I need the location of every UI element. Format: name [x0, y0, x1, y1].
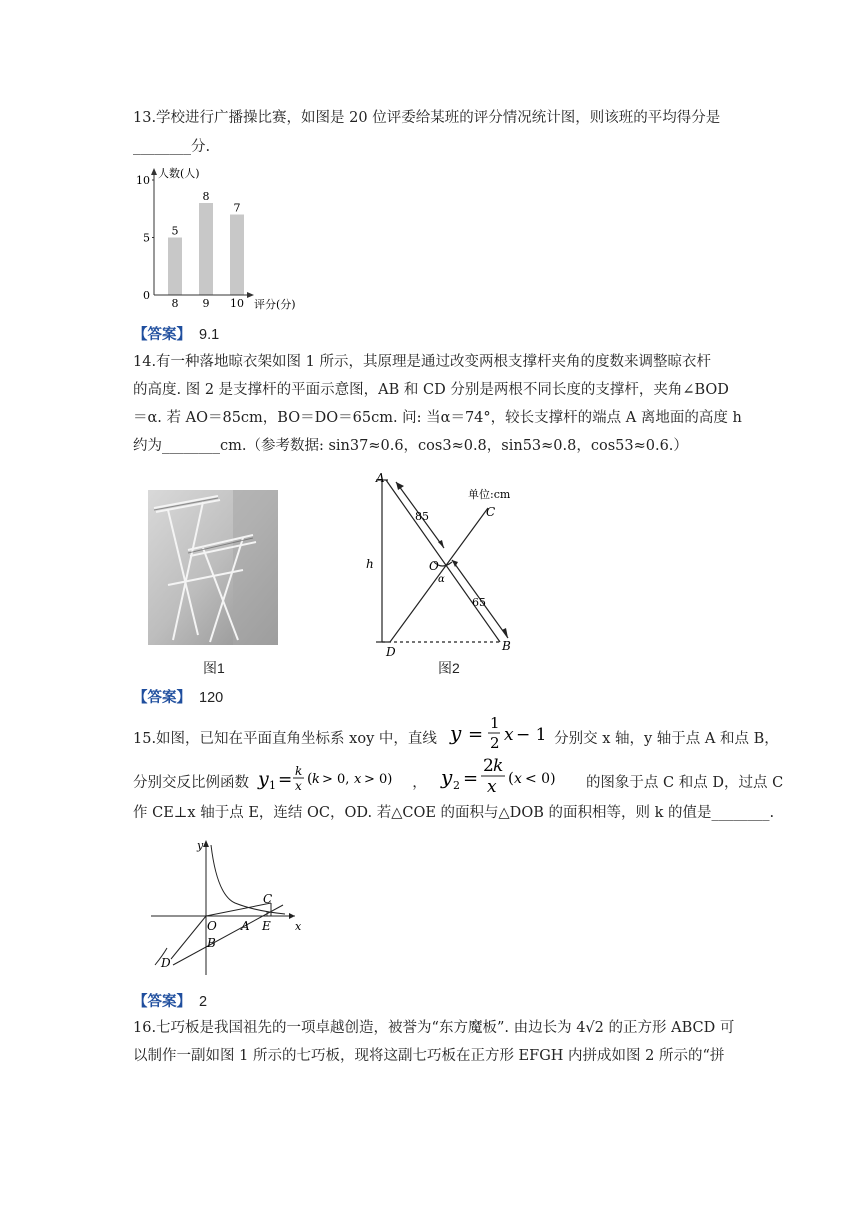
label-E: E: [262, 919, 271, 933]
x-tick-label: 9: [202, 297, 210, 310]
label-85: 85: [415, 510, 429, 523]
q16-text-line1: 16.七巧板是我国祖先的一项卓越创造，被誉为“东方魔板”. 由边长为 4√2 的正方形 ABCD 可: [133, 1020, 735, 1036]
svg-text:x: x: [514, 771, 523, 787]
q15-coordinate-figure: [145, 835, 310, 975]
x-tick-label: 10: [230, 297, 244, 310]
bar-8: [168, 238, 182, 296]
svg-text:k: k: [493, 756, 504, 776]
bar-9: [199, 203, 213, 295]
support-rod-schematic: [360, 470, 540, 660]
q14-text-line3: ＝α. 若 AO＝85cm，BO＝DO＝65cm. 问: 当α＝74°，较长支撑杆的端点 A 离地面的高度 h: [133, 410, 742, 426]
q13-bar-chart: [130, 165, 320, 313]
label-h: h: [366, 557, 374, 571]
svg-text:> 0): > 0): [363, 772, 392, 787]
svg-text:(: (: [306, 771, 313, 787]
answer-value: 120: [199, 690, 224, 706]
label-y: y: [197, 839, 204, 852]
x-axis-arrow: [247, 292, 254, 298]
data-label: 8: [202, 190, 210, 203]
svg-text:> 0,: > 0,: [321, 772, 350, 787]
q13-text-line1: 13.学校进行广播操比赛，如图是 20 位评委给某班的评分情况统计图，则该班的平均得分是: [133, 110, 721, 126]
answer-tag: 【答案】: [133, 689, 191, 706]
q15-line1-a: 15.如图，已知在平面直角坐标系 xoy 中，直线: [133, 731, 437, 747]
y-axis-label: 人数(人): [158, 167, 200, 180]
svg-text:y: y: [441, 765, 453, 789]
svg-text:1: 1: [268, 779, 276, 792]
formula-line: [446, 713, 546, 753]
y-tick-label: 0: [143, 289, 150, 302]
drying-rack-photo: [148, 490, 278, 645]
q15-text-line2: [133, 756, 784, 796]
svg-text:x: x: [487, 777, 497, 796]
x-axis-label: 评分(分): [254, 298, 296, 311]
q15-line2-b: ，: [412, 775, 427, 791]
svg-text:x: x: [294, 779, 302, 793]
label-O: O: [207, 919, 217, 933]
q14-answer: [133, 686, 223, 707]
formula-y2: [439, 756, 579, 796]
svg-text:(: (: [508, 769, 515, 787]
q14-text-line1: 14.有一种落地晾衣架如图 1 所示，其原理是通过改变两根支撑杆夹角的度数来调整晾衣杆: [133, 354, 711, 370]
x-tick-label: 8: [171, 297, 179, 310]
q13-answer: [133, 323, 219, 344]
svg-text:=: =: [463, 768, 479, 789]
fig1-caption: 图1: [203, 660, 225, 676]
svg-text:< 0): < 0): [525, 771, 556, 787]
formula-y1: [256, 761, 406, 795]
label-D: D: [386, 645, 396, 659]
label-unit: 单位:cm: [468, 488, 511, 501]
label-C: C: [486, 505, 496, 519]
svg-text:y: y: [449, 721, 461, 745]
label-C: C: [263, 892, 273, 906]
bar-10: [230, 215, 244, 296]
svg-text:x: x: [503, 725, 514, 745]
answer-tag: 【答案】: [133, 326, 191, 343]
q14-text-line4: 约为________cm.（参考数据: sin37≈0.6，cos3≈0.8，sin53≈0.8，cos53≈0.6.）: [133, 438, 688, 454]
data-label: 7: [233, 201, 241, 215]
svg-text:2: 2: [453, 779, 461, 792]
q14-text-line2: 的高度. 图 2 是支撑杆的平面示意图，AB 和 CD 分别是两根不同长度的支撑杆，夹角∠BOD: [133, 382, 729, 398]
label-O: O: [429, 559, 439, 573]
svg-text:y: y: [257, 768, 269, 790]
q15-answer: [133, 990, 207, 1011]
answer-value: 9.1: [199, 327, 220, 343]
svg-text:2: 2: [489, 734, 500, 752]
svg-text:k: k: [294, 764, 302, 778]
q13-text-line2: ________分.: [133, 139, 211, 155]
q15-text-line1: [133, 714, 779, 753]
label-A: A: [241, 919, 250, 933]
y-tick-label: 5: [143, 231, 150, 245]
label-65: 65: [472, 596, 486, 609]
y-tick-label: 10: [136, 174, 150, 187]
data-label: 5: [171, 224, 179, 238]
label-alpha: α: [438, 574, 445, 585]
q16-text-line2: 以制作一副如图 1 所示的七巧板，现将这副七巧板在正方形 EFGH 内拼成如图 2 所示的“拼: [133, 1048, 725, 1064]
q15-text-line3: 作 CE⊥x 轴于点 E，连结 OC，OD. 若△COE 的面积与△DOB 的面积相等，则 k 的值是________.: [133, 805, 775, 821]
q15-line1-b: 分别交 x 轴，y 轴于点 A 和点 B，: [554, 731, 779, 747]
svg-text:=: =: [277, 770, 292, 790]
label-A: A: [376, 471, 385, 485]
label-D: D: [161, 956, 171, 970]
q15-line2-c: 的图象于点 C 和点 D，过点 C: [585, 775, 784, 791]
svg-text:− 1: − 1: [515, 725, 546, 745]
svg-text:k: k: [311, 772, 320, 787]
q15-line2-a: 分别交反比例函数: [133, 775, 249, 791]
label-x: x: [295, 920, 302, 933]
label-B: B: [207, 936, 216, 950]
fig2-caption: 图2: [438, 660, 460, 676]
label-B: B: [502, 639, 511, 653]
svg-text:=: =: [467, 724, 483, 745]
svg-text:2: 2: [483, 756, 495, 776]
svg-text:x: x: [353, 772, 361, 787]
answer-value: 2: [199, 994, 208, 1010]
y-axis-arrow: [151, 168, 157, 175]
svg-text:1: 1: [489, 714, 500, 732]
answer-tag: 【答案】: [133, 993, 191, 1010]
